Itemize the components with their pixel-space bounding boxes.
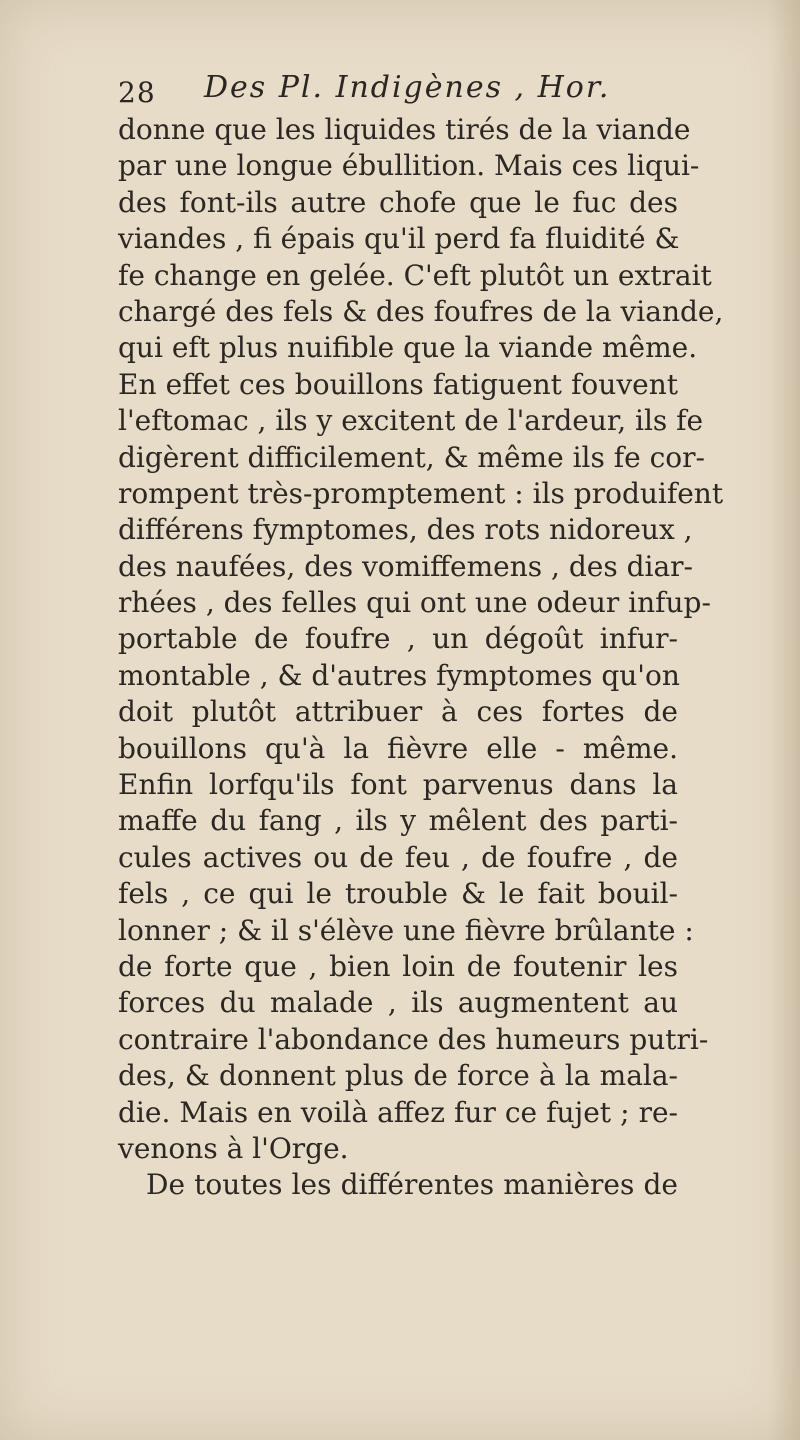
text-line: des, & donnent plus de force à la mala- xyxy=(118,1059,678,1093)
text-line: viandes , fi épais qu'il perd fa fluidité & xyxy=(118,222,680,256)
text-line: donne que les liquides tirés de la viande xyxy=(118,113,691,146)
text-line: contraire l'abondance des humeurs putri- xyxy=(118,1022,709,1056)
text-line: die. Mais en voilà affez fur ce fujet ; re- xyxy=(118,1095,678,1129)
text-line: des naufées, des vomiffemens , des diar- xyxy=(118,549,694,583)
page-gutter-shadow xyxy=(770,0,800,1440)
text-line: En effet ces bouillons fatiguent fouvent xyxy=(118,367,678,401)
page-number: 28 xyxy=(118,76,156,109)
text-line: qui eft plus nuifible que la viande même. xyxy=(118,331,698,365)
text-line: différens fymptomes, des rots nidoreux , xyxy=(118,513,693,547)
text-line: portable de foufre , un dégoût infur- xyxy=(118,622,678,656)
text-line: doit plutôt attribuer à ces fortes de xyxy=(118,695,678,729)
text-line: Enfin lorfqu'ils font parvenus dans la xyxy=(118,768,678,802)
text-line: montable , & d'autres fymptomes qu'on xyxy=(118,658,680,692)
text-line: fels , ce qui le trouble & le fait bouil- xyxy=(118,877,678,911)
running-head: Des Pl. Indigènes , Hor. xyxy=(204,70,611,105)
text-line: rompent très-promptement : ils produifent xyxy=(118,476,724,510)
text-line: forces du malade , ils augmentent au xyxy=(118,986,678,1020)
text-line: par une longue ébullition. Mais ces liqui- xyxy=(118,149,700,183)
text-line: l'eftomac , ils y excitent de l'ardeur, ils fe xyxy=(118,404,704,438)
text-line: digèrent difficilement, & même ils fe cor- xyxy=(118,440,705,474)
text-line: des font-ils autre chofe que le fuc des xyxy=(118,185,678,219)
text-line: chargé des fels & des foufres de la viande, xyxy=(118,294,724,328)
text-line: venons à l'Orge. xyxy=(118,1131,349,1165)
text-line: fe change en gelée. C'eft plutôt un extrait xyxy=(118,258,712,292)
text-line: de forte que , bien loin de foutenir les xyxy=(118,949,678,983)
text-line: rhées , des felles qui ont une odeur infup- xyxy=(118,586,711,620)
text-line: bouillons qu'à la fièvre elle - même. xyxy=(118,731,678,765)
page-header xyxy=(118,70,678,114)
text-line: cules actives ou de feu , de foufre , de xyxy=(118,840,678,874)
body-text xyxy=(118,112,724,1204)
text-line: lonner ; & il s'élève une fièvre brûlante : xyxy=(118,913,694,947)
text-line: De toutes les différentes manières de xyxy=(146,1168,678,1202)
text-line: maffe du fang , ils y mêlent des parti- xyxy=(118,804,678,838)
